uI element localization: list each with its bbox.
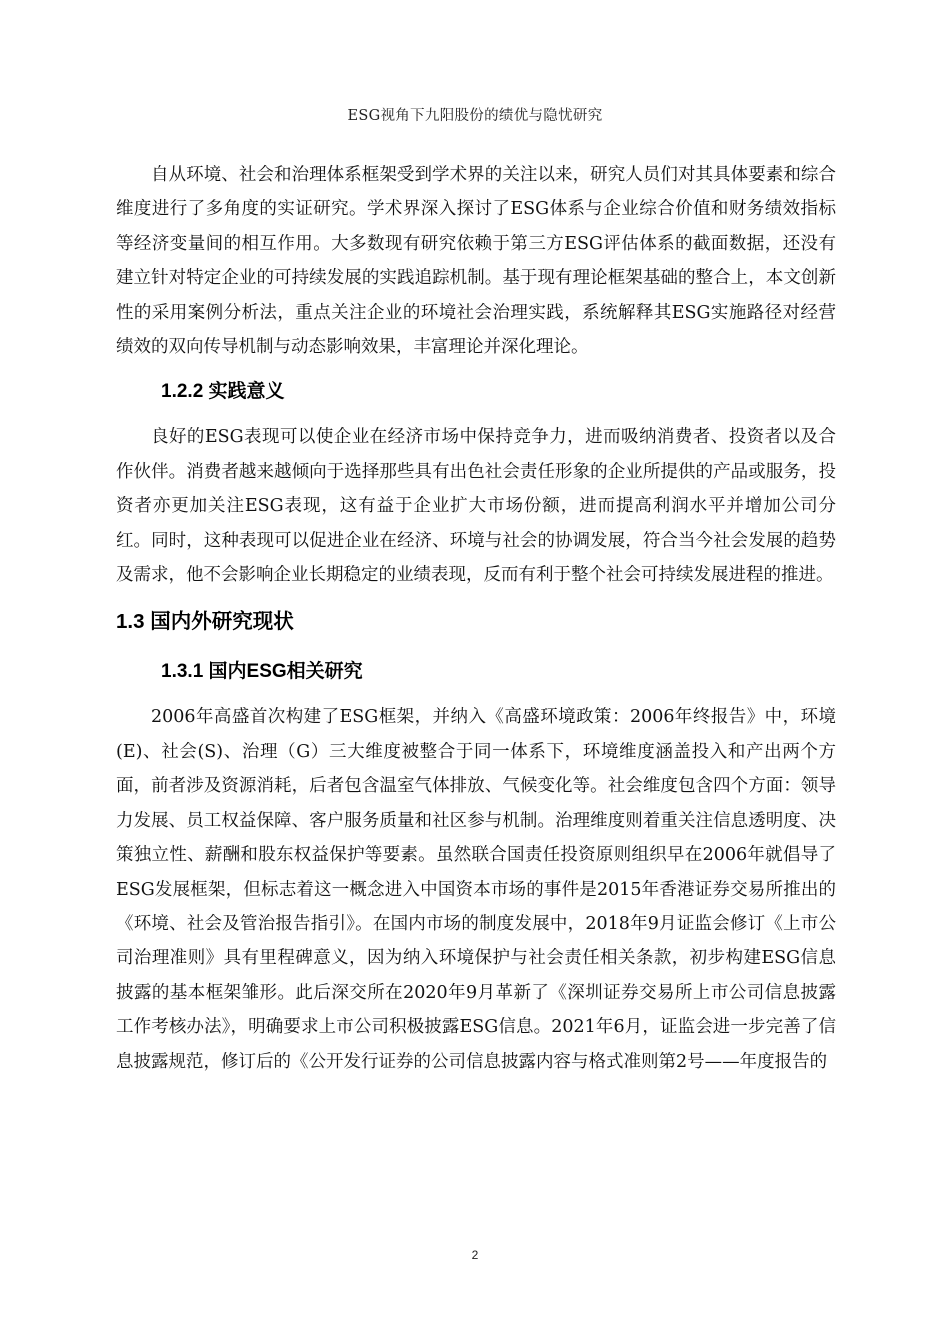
running-header: ESG视角下九阳股份的绩优与隐忧研究 [347, 108, 603, 124]
section-heading-1-3: 1.3 国内外研究现状 [116, 610, 294, 634]
paragraph-practical-significance: 良好的ESG表现可以使企业在经济市场中保持竞争力，进而吸纳消费者、投资者以及合作伙伴。消费者越来越倾向于选择那些具有出色社会责任形象的企业所提供的产品或服务，投资者亦更加关注ESG表现，这有益于企业扩大市场份额，进而提高利润水平并增加公司分红。同时，这种表现可以促进企业在经济、环境与社会的协调发展，符合当今社会发展的趋势及需求，他不会影响企业长期稳定的业绩表现，反而有利于整个社会可持续发展进程的推进。 [116, 427, 836, 586]
paragraph-theoretical-significance: 自从环境、社会和治理体系框架受到学术界的关注以来，研究人员们对其具体要素和综合维度进行了多角度的实证研究。学术界深入探讨了ESG体系与企业综合价值和财务绩效指标等经济变量间的相互作用。大多数现有研究依赖于第三方ESG评估体系的截面数据，还没有建立针对特定企业的可持续发展的实践追踪机制。基于现有理论框架基础的整合上，本文创新性的采用案例分析法，重点关注企业的环境社会治理实践，系统解释其ESG实施路径对经营绩效的双向传导机制与动态影响效果，丰富理论并深化理论。 [116, 165, 836, 358]
section-heading-1-2-2: 1.2.2 实践意义 [161, 381, 285, 403]
paragraph-domestic-esg-research: 2006年高盛首次构建了ESG框架，并纳入《高盛环境政策：2006年终报告》中，环境(E)、社会(S)、治理（G）三大维度被整合于同一体系下，环境维度涵盖投入和产出两个方面，前者涉及资源消耗，后者包含温室气体排放、气候变化等。社会维度包含四个方面：领导力发展、员工权益保障、客户服务质量和社区参与机制。治理维度则着重关注信息透明度、决策独立性、薪酬和股东权益保护等要素。虽然联合国责任投资原则组织早在2006年就倡导了ESG发展框架，但标志着这一概念进入中国资本市场的事件是2015年香港证券交易所推出的《环境、社会及管治报告指引》。在国内市场的制度发展中，2018年9月证监会修订《上市公司治理准则》具有里程碑意义，因为纳入环境保护与社会责任相关条款，初步构建ESG信息披露的基本框架雏形。此后深交所在2020年9月革新了《深圳证券交易所上市公司信息披露工作考核办法》，明确要求上市公司积极披露ESG信息。2021年6月，证监会进一步完善了信息披露规范，修订后的《公开发行证券的公司信息披露内容与格式准则第2号——年度报告的 [116, 707, 836, 1072]
document-body [116, 158, 836, 1079]
page-number: 2 [471, 1248, 479, 1262]
section-heading-1-3-1: 1.3.1 国内ESG相关研究 [161, 661, 363, 683]
